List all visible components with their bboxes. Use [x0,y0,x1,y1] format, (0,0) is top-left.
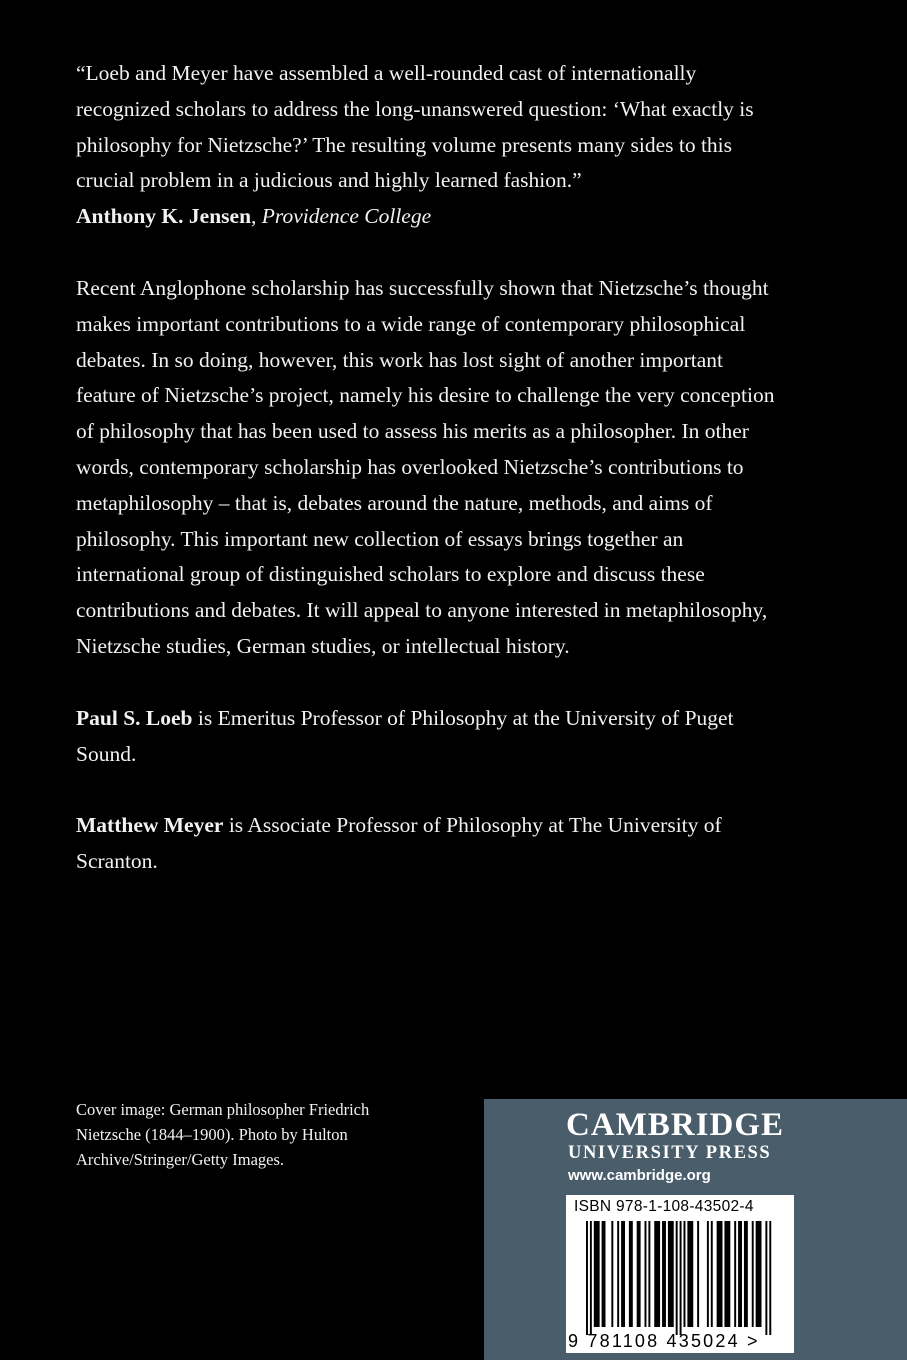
barcode-bar [765,1221,767,1335]
author-name: Paul S. Loeb [76,705,193,730]
barcode-bar [707,1221,709,1327]
barcode-bar [594,1221,600,1327]
barcode-graphic [566,1195,794,1353]
barcode-bar [590,1221,592,1335]
book-description: Recent Anglophone scholarship has successfully shown that Nietzsche’s thought makes important contributions to a wide range of contemporary philosophical debates. In so doing, however, this work has lost sight of another important feature of Nietzsche’s project, namely his desire to challenge the very conception of philosophy that has been used to assess his merits as a philosopher. In other words, contemporary scholarship has overlooked Nietzsche’s contributions to metaphilosophy – that is, debates around the nature, methods, and aims of philosophy. This important new collection of essays brings together an international group of distinguished scholars to explore and discuss these contributions and debates. It will appeal to anyone interested in metaphilosophy, Nietzsche studies, German studies, or intellectual history. [76,275,775,658]
barcode-bar [654,1221,660,1327]
barcode-bar [717,1221,723,1327]
barcode-digits: 9 781108 435024 > [568,1331,760,1351]
author-bio-loeb [76,701,776,773]
barcode-bar [744,1221,748,1327]
publisher-url: www.cambridge.org [568,1167,711,1184]
barcode-bar [684,1221,686,1327]
barcode-bar [734,1221,736,1327]
endorsement: “Loeb and Meyer have assembled a well-rounded cast of internationally recognized scholars to address the long-unanswered question: ‘What exactly is philosophy for Nietzsche?’ The resulting volume presents many sides to this crucial problem in a judicious and highly learned fashion.” Anthony K. Jensen, Providence College [76,61,754,229]
author-bio-meyer [76,808,776,880]
barcode-bar [711,1221,713,1327]
author-bio-text: is Associate Professor of Philosophy at The University of Scranton. [76,813,722,874]
barcode-bar [621,1221,625,1327]
endorsement-institution: Providence College [261,204,432,229]
back-cover-text [76,56,776,916]
author-name: Matthew Meyer [76,813,224,838]
barcode-bar [769,1221,771,1335]
publisher-logo: CAMBRIDGE [566,1107,785,1143]
author-bio-text: is Emeritus Professor of Philosophy at the University of Puget Sound. [76,705,734,766]
barcode-bar [756,1221,762,1327]
barcode-bar [687,1221,693,1327]
cover-image-credit: Cover image: German philosopher Friedrich Nietzsche (1844–1900). Photo by Hulton Archive/Stringer/Getty Images. [76,1100,370,1169]
barcode-bar [752,1221,754,1327]
publisher-subtitle: UNIVERSITY PRESS [568,1143,772,1163]
barcode-bar [602,1221,606,1327]
barcode-bar [617,1221,619,1327]
barcode-bar [662,1221,666,1327]
isbn-label: ISBN 978-1-108-43502-4 [574,1198,754,1215]
barcode-bar [637,1221,641,1327]
barcode-bar [668,1221,674,1327]
barcode-bar [676,1221,678,1335]
endorsement-quote: “Loeb and Meyer have assembled a well-rounded cast of internationally recognized scholars to address the long-unanswered question: ‘What exactly is philosophy for Nietzsche?’ The resulting volume presents many sides to this crucial problem in a judicious and highly learned fashion.” [76,61,754,193]
barcode-bar [586,1221,588,1335]
publisher-panel [484,1099,907,1360]
barcode-bar [611,1221,613,1327]
barcode-box [566,1195,794,1353]
barcode-bar [738,1221,742,1327]
barcode-bar [648,1221,650,1327]
barcode-bar [629,1221,633,1327]
barcode-bar [724,1221,730,1327]
endorsement-author: Anthony K. Jensen [76,204,252,229]
barcode-bar [680,1221,682,1335]
barcode-bar [697,1221,699,1327]
barcode-bar [645,1221,647,1327]
